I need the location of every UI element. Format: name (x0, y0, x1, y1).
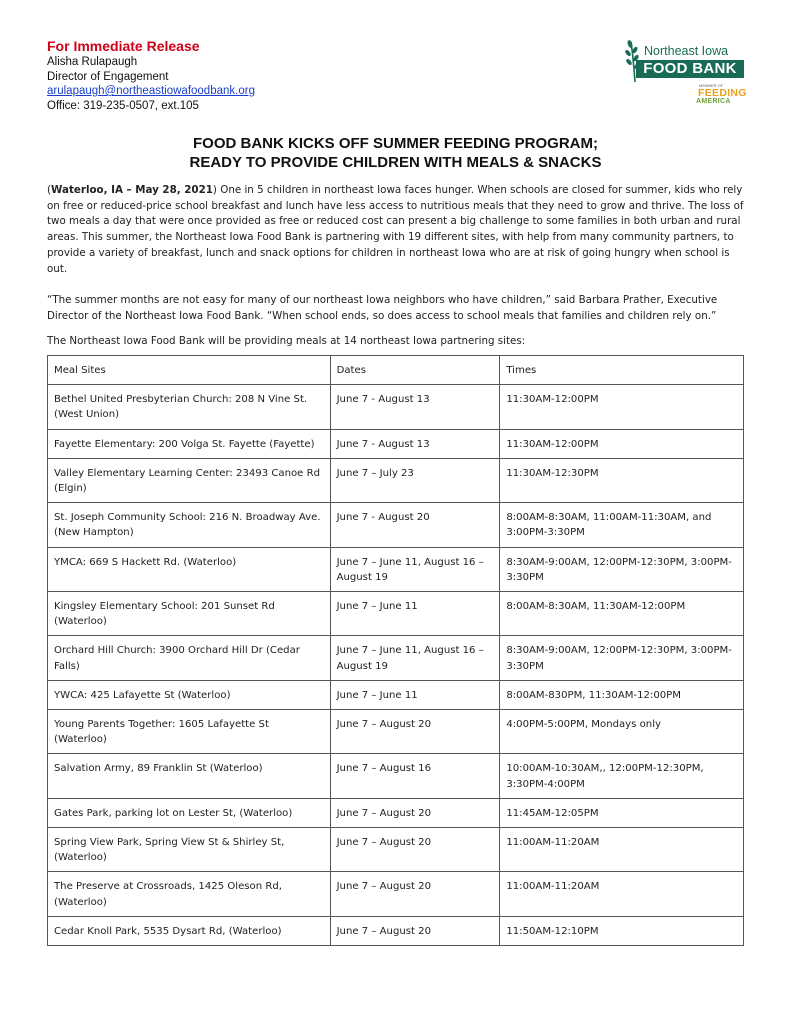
dates-cell: June 7 – August 16 (330, 754, 500, 798)
logo-member-text: MEMBER OF (699, 83, 724, 88)
table-row (48, 385, 744, 429)
times-cell: 11:00AM-11:20AM (500, 872, 744, 916)
headline-line2: READY TO PROVIDE CHILDREN WITH MEALS & SNACKS (189, 154, 602, 171)
meal-sites-table (47, 355, 744, 946)
times-cell: 4:00PM-5:00PM, Mondays only (500, 710, 744, 754)
intro-paragraph: (Waterloo, IA – May 28, 2021) One in 5 children in northeast Iowa faces hunger. When schools are closed for summer, kids who rely on free or reduced-price school breakfast and lunch have less access to nutritious meals that they need to grow and thrive. The loss of two meals a day that were once provided as free or reduced cost can present a big challenge to some families in both urban and rural areas. This summer, the Northeast Iowa Food Bank is partnering with 19 different sites, with help from many community partners, to provide a variety of breakfast, lunch and snack options for children in northeast Iowa who are at risk of going hungry when school is out. (47, 184, 744, 275)
table-row (48, 710, 744, 754)
site-cell: Cedar Knoll Park, 5535 Dysart Rd, (Waterloo) (48, 916, 331, 945)
dates-cell: June 7 – August 20 (330, 828, 500, 872)
site-cell: Gates Park, parking lot on Lester St, (Waterloo) (48, 798, 331, 827)
site-cell: Bethel United Presbyterian Church: 208 N Vine St. (West Union) (48, 385, 331, 429)
table-row (48, 458, 744, 502)
times-cell: 11:30AM-12:00PM (500, 429, 744, 458)
table-row (48, 680, 744, 709)
header-times: Times (500, 356, 744, 385)
table-row (48, 636, 744, 680)
times-cell: 11:45AM-12:05PM (500, 798, 744, 827)
site-cell: Young Parents Together: 1605 Lafayette St (Waterloo) (48, 710, 331, 754)
dates-cell: June 7 – June 11, August 16 – August 19 (330, 547, 500, 591)
quote-paragraph: “The summer months are not easy for many of our northeast Iowa neighbors who have children,” said Barbara Prather, Executive Director of the Northeast Iowa Food Bank. “When school ends, so does access to school meals that families and children rely on.” (47, 294, 718, 322)
contact-office: Office: 319-235-0507, ext.105 (47, 99, 199, 112)
intro-text: One in 5 children in northeast Iowa faces hunger. When schools are closed for summer, kids who rely on free or reduced-price school breakfast and lunch have less access to nutritious meals that they need to grow and thrive. The loss of two meals a day that were once provided as free or reduced cost can present a big challenge to some families in both urban and rural areas. This summer, the Northeast Iowa Food Bank is partnering with 19 different sites, with help from many community partners, to provide a variety of breakfast, lunch and snack options for children in northeast Iowa who are at risk of going hungry when school is out. (47, 184, 744, 275)
header-dates: Dates (330, 356, 500, 385)
release-label: For Immediate Release (47, 38, 200, 54)
feeding-america-logo-america: AMERICA (696, 98, 731, 105)
site-cell: YMCA: 669 S Hackett Rd. (Waterloo) (48, 547, 331, 591)
feeding-america-logo-feeding: FEEDING (698, 87, 747, 99)
site-cell: Fayette Elementary: 200 Volga St. Fayette (Fayette) (48, 429, 331, 458)
contact-name: Alisha Rulapaugh (47, 56, 138, 68)
table-row (48, 828, 744, 872)
times-cell: 8:00AM-830PM, 11:30AM-12:00PM (500, 680, 744, 709)
dates-cell: June 7 – August 20 (330, 872, 500, 916)
food-bank-logo (624, 38, 746, 108)
dates-cell: June 7 – July 23 (330, 458, 500, 502)
table-row (48, 916, 744, 945)
site-cell: YWCA: 425 Lafayette St (Waterloo) (48, 680, 331, 709)
dateline: Waterloo, IA – May 28, 2021 (51, 184, 213, 196)
site-cell: Spring View Park, Spring View St & Shirley St, (Waterloo) (48, 828, 331, 872)
site-cell: Salvation Army, 89 Franklin St (Waterloo) (48, 754, 331, 798)
dates-cell: June 7 – August 20 (330, 916, 500, 945)
table-row (48, 429, 744, 458)
logo-name-line2: FOOD BANK (636, 60, 744, 78)
contact-block (47, 37, 255, 113)
table-row (48, 547, 744, 591)
table-row (48, 872, 744, 916)
dates-cell: June 7 - August 13 (330, 429, 500, 458)
times-cell: 8:00AM-8:30AM, 11:30AM-12:00PM (500, 592, 744, 636)
dates-cell: June 7 – June 11, August 16 – August 19 (330, 636, 500, 680)
site-cell: Valley Elementary Learning Center: 23493 Canoe Rd (Elgin) (48, 458, 331, 502)
table-row (48, 503, 744, 547)
times-cell: 11:30AM-12:30PM (500, 458, 744, 502)
dates-cell: June 7 – August 20 (330, 798, 500, 827)
dates-cell: June 7 - August 20 (330, 503, 500, 547)
site-cell: The Preserve at Crossroads, 1425 Oleson Rd, (Waterloo) (48, 872, 331, 916)
table-row (48, 798, 744, 827)
site-cell: St. Joseph Community School: 216 N. Broadway Ave. (New Hampton) (48, 503, 331, 547)
table-row (48, 754, 744, 798)
dates-cell: June 7 – June 11 (330, 592, 500, 636)
site-cell: Orchard Hill Church: 3900 Orchard Hill Dr (Cedar Falls) (48, 636, 331, 680)
dates-cell: June 7 – August 20 (330, 710, 500, 754)
sites-intro-paragraph: The Northeast Iowa Food Bank will be providing meals at 14 northeast Iowa partnering sites: (47, 335, 526, 347)
times-cell: 11:00AM-11:20AM (500, 828, 744, 872)
times-cell: 11:30AM-12:00PM (500, 385, 744, 429)
site-cell: Kingsley Elementary School: 201 Sunset Rd (Waterloo) (48, 592, 331, 636)
times-cell: 11:50AM-12:10PM (500, 916, 744, 945)
table-header-row (48, 356, 744, 385)
times-cell: 8:00AM-8:30AM, 11:00AM-11:30AM, and 3:00PM-3:30PM (500, 503, 744, 547)
times-cell: 8:30AM-9:00AM, 12:00PM-12:30PM, 3:00PM-3:30PM (500, 547, 744, 591)
headline-line1: FOOD BANK KICKS OFF SUMMER FEEDING PROGRAM; (193, 135, 598, 152)
header-meal-sites: Meal Sites (48, 356, 331, 385)
logo-name-line1: Northeast Iowa (644, 44, 729, 58)
headline (60, 134, 731, 172)
times-cell: 8:30AM-9:00AM, 12:00PM-12:30PM, 3:00PM-3:30PM (500, 636, 744, 680)
contact-email-link[interactable]: arulapaugh@northeastiowafoodbank.org (47, 85, 255, 97)
dates-cell: June 7 - August 13 (330, 385, 500, 429)
contact-title: Director of Engagement (47, 70, 169, 83)
times-cell: 10:00AM-10:30AM,, 12:00PM-12:30PM, 3:30PM-4:00PM (500, 754, 744, 798)
table-row (48, 592, 744, 636)
dates-cell: June 7 – June 11 (330, 680, 500, 709)
